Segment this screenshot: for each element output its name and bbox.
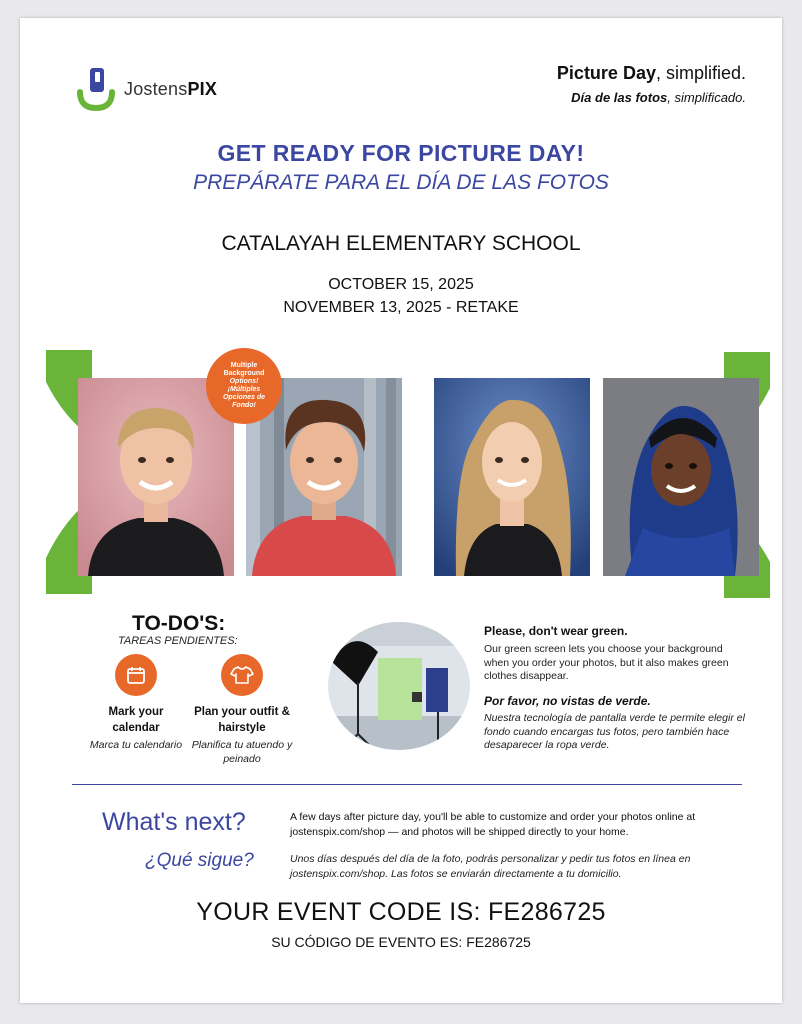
section-divider xyxy=(72,784,742,785)
logo-wordmark: JostensPIX xyxy=(124,78,218,99)
no-green-title-es: Por favor, no vistas de verde. xyxy=(484,693,651,708)
todo-calendar-label: Mark your calendar xyxy=(108,706,164,734)
whats-next-body-es: Unos días después del día de la foto, podrás personalizar y pedir tus fotos en línea en jostenspix.com/shop. Las fotos se enviarán directamente a tu domicilio. xyxy=(290,853,691,881)
badge-line-2: Options! ¡Múltiples Opciones de Fondo! xyxy=(222,377,265,410)
jostenspix-logo xyxy=(76,66,217,112)
tagline-es: Día de las fotos, simplificado. xyxy=(571,90,746,105)
no-green-body-es: Nuestra tecnología de pantalla verde te permite elegir el fondo cuando encargas tus fotos, pero también hace desaparecer la ropa verde. xyxy=(484,711,745,752)
picture-date: OCTOBER 15, 2025 xyxy=(328,276,474,293)
todo-item-calendar xyxy=(86,654,186,752)
whats-next-title-es: ¿Qué sigue? xyxy=(145,850,254,871)
student-photo-4 xyxy=(603,378,759,576)
todo-outfit-label-es: Planifica tu atuendo y peinado xyxy=(191,739,293,766)
multiple-backgrounds-badge xyxy=(206,348,282,424)
student-photo-3 xyxy=(434,378,590,576)
no-green-body: Our green screen lets you choose your background when you order your photos, but it also makes green clothes disappear. xyxy=(484,643,729,683)
todo-calendar-label-es: Marca tu calendario xyxy=(89,739,183,752)
event-code: YOUR EVENT CODE IS: FE286725 xyxy=(196,898,606,926)
calendar-icon xyxy=(115,654,157,696)
whats-next-body: A few days after picture day, you'll be able to customize and order your photos online at jostenspix.com/shop — and photos will be shipped directly to your home. xyxy=(290,811,696,839)
tagline-en: Picture Day, simplified. xyxy=(556,63,746,83)
no-green-title: Please, don't wear green. xyxy=(484,624,628,638)
todo-outfit-label: Plan your outfit & hairstyle xyxy=(194,706,290,734)
sample-photos xyxy=(46,348,770,598)
no-green-notice xyxy=(484,624,746,753)
shirt-icon xyxy=(221,654,263,696)
school-name: CATALAYAH ELEMENTARY SCHOOL xyxy=(221,232,581,255)
headline-en: GET READY FOR PICTURE DAY! xyxy=(217,140,585,166)
retake-date: NOVEMBER 13, 2025 - RETAKE xyxy=(283,299,519,316)
todo-title: TO-DO'S: xyxy=(132,612,226,635)
student-photo-1 xyxy=(78,378,234,576)
tagline xyxy=(557,63,746,105)
headline-es: PREPÁRATE PARA EL DÍA DE LAS FOTOS xyxy=(193,171,609,194)
green-screen-studio-image xyxy=(328,622,470,750)
whats-next-title: What's next? xyxy=(102,808,246,836)
todo-item-outfit xyxy=(186,654,298,766)
flyer-sheet xyxy=(20,18,782,1003)
jostenspix-logo-icon xyxy=(76,66,116,112)
event-code-es: SU CÓDIGO DE EVENTO ES: FE286725 xyxy=(271,934,531,950)
badge-line-1: Multiple Background xyxy=(223,361,265,377)
todo-subtitle: TAREAS PENDIENTES: xyxy=(118,635,238,647)
